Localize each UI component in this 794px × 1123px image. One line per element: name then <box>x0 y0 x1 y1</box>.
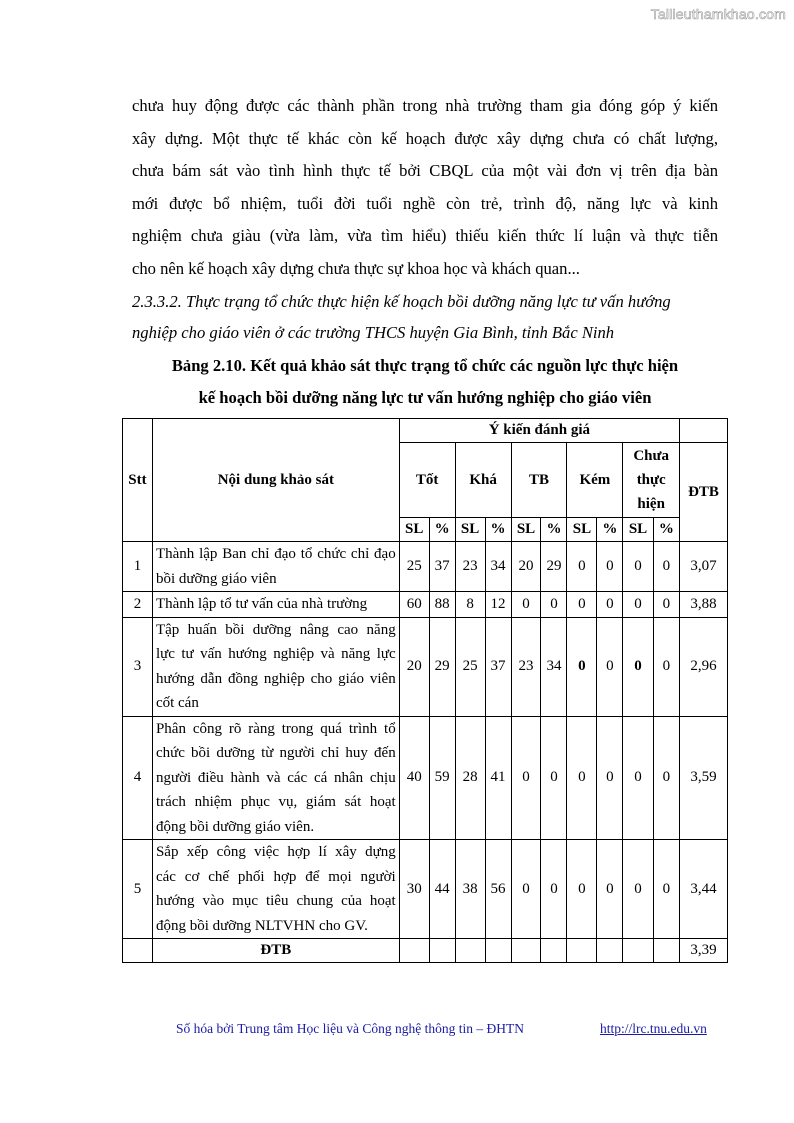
table-row <box>123 617 728 716</box>
total-empty <box>485 939 511 963</box>
total-label: ĐTB <box>152 939 399 963</box>
row-value: 0 <box>653 840 679 939</box>
row-content-line: hướng vào mục tiêu chung của hoạt <box>155 893 396 909</box>
row-value: 0 <box>511 592 541 618</box>
header-sl: SL <box>511 518 541 542</box>
row-stt: 5 <box>123 840 153 939</box>
row-value: 59 <box>429 716 455 840</box>
row-content-line: động bồi dưỡng giáo viên. <box>155 818 315 835</box>
row-value: 8 <box>455 592 485 618</box>
header-stt: Stt <box>123 419 153 542</box>
row-value: 0 <box>541 592 567 618</box>
total-empty <box>399 939 429 963</box>
header-pct: % <box>429 518 455 542</box>
row-value: 23 <box>511 617 541 716</box>
row-value: 34 <box>485 542 511 592</box>
header-pct: % <box>485 518 511 542</box>
row-value: 0 <box>623 592 653 618</box>
watermark-text: Tailieuthamkhao.com <box>650 6 786 22</box>
row-value: 23 <box>455 542 485 592</box>
row-value: 20 <box>511 542 541 592</box>
row-content-line: chức bồi dưỡng từ người chỉ huy đến <box>155 745 396 761</box>
row-content-line: người điều hành và các cá nhân chịu <box>155 769 396 786</box>
row-value: 0 <box>623 716 653 840</box>
row-content-line: lực tư vấn hướng nghiệp và năng lực <box>155 646 396 662</box>
total-empty <box>597 939 623 963</box>
row-value: 0 <box>567 617 597 716</box>
header-level-tot: Tốt <box>399 443 455 518</box>
row-content-line: các cơ chế phối hợp để mọi người <box>155 868 396 885</box>
row-content-line: động bồi dưỡng NLTVHN cho GV. <box>155 917 368 934</box>
total-empty <box>567 939 597 963</box>
row-value: 0 <box>567 840 597 939</box>
header-sl: SL <box>623 518 653 542</box>
table-row <box>123 716 728 840</box>
row-value: 30 <box>399 840 429 939</box>
table-row <box>123 592 728 618</box>
row-value: 29 <box>429 617 455 716</box>
row-value: 0 <box>597 542 623 592</box>
row-content-line: bồi dưỡng giáo viên <box>155 570 277 587</box>
table-title <box>122 350 728 414</box>
paragraph-line: chưa bám sát vào tình hình thực tế bởi CBQL của một vài đơn vị trên địa bàn <box>132 161 718 181</box>
row-content-line: Sắp xếp công việc hợp lí xây dựng <box>155 844 396 860</box>
row-content <box>152 840 399 939</box>
row-content <box>152 617 399 716</box>
row-value: 12 <box>485 592 511 618</box>
header-content: Nội dung khảo sát <box>152 419 399 542</box>
header-opinion: Ý kiến đánh giá <box>399 419 679 443</box>
row-content <box>152 592 399 618</box>
total-empty <box>511 939 541 963</box>
row-content-line: hướng dẫn đồng nghiệp cho giáo viên <box>155 670 396 687</box>
row-content-line: trách nhiệm phục vụ, giám sát hoạt <box>155 794 396 810</box>
row-dtb: 3,88 <box>680 592 728 618</box>
total-empty <box>123 939 153 963</box>
row-value: 0 <box>653 592 679 618</box>
body-paragraph <box>132 90 718 286</box>
row-content <box>152 542 399 592</box>
paragraph-line: mới được bổ nhiệm, tuổi đời tuổi nghề còn trẻ, trình độ, năng lực và kinh <box>132 193 718 213</box>
total-empty <box>623 939 653 963</box>
row-value: 0 <box>541 716 567 840</box>
row-value: 34 <box>541 617 567 716</box>
row-stt: 4 <box>123 716 153 840</box>
row-value: 37 <box>429 542 455 592</box>
header-level-kha: Khá <box>455 443 511 518</box>
row-content <box>152 716 399 840</box>
paragraph-line: cho nên kế hoạch xây dựng chưa thực sự khoa học và khách quan... <box>132 258 580 278</box>
header-pct: % <box>541 518 567 542</box>
row-value: 25 <box>399 542 429 592</box>
row-value: 0 <box>567 542 597 592</box>
header-pct: % <box>597 518 623 542</box>
row-content-line: Thành lập Ban chỉ đạo tổ chức chỉ đạo <box>155 546 396 562</box>
row-stt: 3 <box>123 617 153 716</box>
row-value: 0 <box>567 592 597 618</box>
row-value: 0 <box>653 542 679 592</box>
header-empty-top <box>680 419 728 443</box>
row-value: 0 <box>567 716 597 840</box>
survey-results-table <box>122 418 728 963</box>
total-empty <box>653 939 679 963</box>
header-level-kem: Kém <box>567 443 623 518</box>
subheading-line-2: nghiệp cho giáo viên ở các trường THCS huyện Gia Bình, tỉnh Bắc Ninh <box>132 322 615 342</box>
row-dtb: 2,96 <box>680 617 728 716</box>
row-dtb: 3,59 <box>680 716 728 840</box>
row-value: 0 <box>597 592 623 618</box>
row-dtb: 3,07 <box>680 542 728 592</box>
row-value: 88 <box>429 592 455 618</box>
row-value: 60 <box>399 592 429 618</box>
row-content-line: Tập huấn bồi dưỡng nâng cao năng <box>155 621 396 638</box>
row-value: 0 <box>623 617 653 716</box>
row-value: 20 <box>399 617 429 716</box>
row-value: 29 <box>541 542 567 592</box>
row-value: 0 <box>653 716 679 840</box>
total-empty <box>541 939 567 963</box>
total-empty <box>455 939 485 963</box>
paragraph-line: chưa huy động được các thành phần trong nhà trường tham gia đóng góp ý kiến <box>132 96 718 115</box>
total-dtb: 3,39 <box>680 939 728 963</box>
row-value: 0 <box>511 716 541 840</box>
row-content-line: Phân công rõ ràng trong quá trình tổ <box>155 720 396 737</box>
header-level-tb: TB <box>511 443 567 518</box>
row-value: 25 <box>455 617 485 716</box>
header-sl: SL <box>455 518 485 542</box>
row-value: 40 <box>399 716 429 840</box>
row-dtb: 3,44 <box>680 840 728 939</box>
page-content <box>132 90 718 414</box>
table-total-row <box>123 939 728 963</box>
row-stt: 2 <box>123 592 153 618</box>
header-sl: SL <box>399 518 429 542</box>
row-value: 0 <box>653 617 679 716</box>
row-value: 0 <box>597 840 623 939</box>
subheading-line-1: 2.3.3.2. Thực trạng tổ chức thực hiện kế hoạch bồi dưỡng năng lực tư vấn hướng <box>132 291 671 311</box>
row-content-line: Thành lập tổ tư vấn của nhà trường <box>155 596 368 612</box>
row-content-line: cốt cán <box>155 695 199 711</box>
header-sl: SL <box>567 518 597 542</box>
row-value: 0 <box>623 542 653 592</box>
row-stt: 1 <box>123 542 153 592</box>
table-row <box>123 542 728 592</box>
header-pct: % <box>653 518 679 542</box>
row-value: 41 <box>485 716 511 840</box>
table-title-line-2: kế hoạch bồi dưỡng năng lực tư vấn hướng nghiệp cho giáo viên <box>198 387 652 407</box>
footer-credit: Số hóa bởi Trung tâm Học liệu và Công nghệ thông tin – ĐHTN <box>176 1021 525 1036</box>
row-value: 0 <box>597 716 623 840</box>
row-value: 0 <box>597 617 623 716</box>
total-empty <box>429 939 455 963</box>
table-title-line-1: Bảng 2.10. Kết quả khảo sát thực trạng tổ chức các nguồn lực thực hiện <box>171 355 679 375</box>
row-value: 44 <box>429 840 455 939</box>
header-dtb: ĐTB <box>680 443 728 542</box>
paragraph-line: nghiệm chưa giàu (vừa làm, vừa tìm hiểu) thiếu kiến thức lí luận và thực tiễn <box>132 226 718 246</box>
row-value: 0 <box>511 840 541 939</box>
footer-link[interactable]: http://lrc.tnu.edu.vn <box>600 1021 707 1036</box>
row-value: 28 <box>455 716 485 840</box>
row-value: 38 <box>455 840 485 939</box>
row-value: 0 <box>541 840 567 939</box>
table-row <box>123 840 728 939</box>
row-value: 56 <box>485 840 511 939</box>
row-value: 0 <box>623 840 653 939</box>
header-level-chua-thuc-hien: Chưa thực hiện <box>623 443 680 518</box>
row-value: 37 <box>485 617 511 716</box>
section-subheading <box>132 286 718 348</box>
paragraph-line: xây dựng. Một thực tế khác còn kế hoạch được xây dựng chưa có chất lượng, <box>132 128 718 148</box>
